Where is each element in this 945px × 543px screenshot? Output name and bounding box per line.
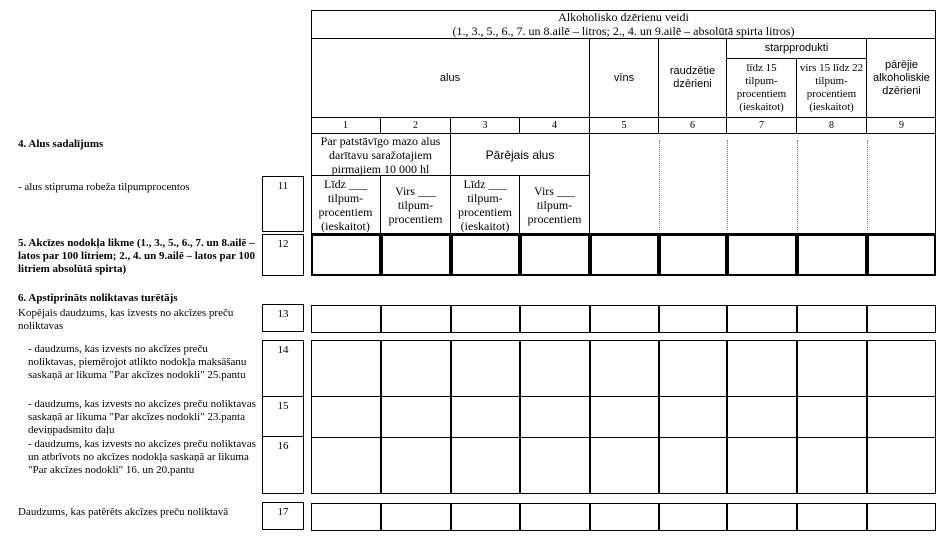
row13-cells bbox=[311, 305, 936, 333]
row17-cell-9[interactable] bbox=[867, 503, 936, 531]
row15-cell-2[interactable] bbox=[381, 396, 451, 438]
row17-cell-6[interactable] bbox=[659, 503, 727, 531]
row13-cell-3[interactable] bbox=[451, 305, 520, 333]
row14-cell-8[interactable] bbox=[797, 340, 867, 397]
rate-cell-1[interactable] bbox=[311, 234, 381, 276]
header-starpprodukti: starpprodukti bbox=[727, 39, 867, 59]
row15-cell-3[interactable] bbox=[451, 396, 520, 438]
section6-title: 6. Apstiprināts noliktavas turētājs bbox=[18, 292, 178, 304]
row-number-15: 15 bbox=[262, 396, 304, 437]
header-alus: alus bbox=[311, 39, 590, 117]
row17-cell-2[interactable] bbox=[381, 503, 451, 531]
col-number-5: 5 bbox=[590, 118, 659, 134]
row13-cell-1[interactable] bbox=[311, 305, 381, 333]
row15-cell-6[interactable] bbox=[659, 396, 727, 438]
row17-cells bbox=[311, 503, 936, 531]
header-lidz15: līdz 15 tilpum-procentiem (ieskaitot) bbox=[727, 59, 797, 117]
row13-cell-8[interactable] bbox=[797, 305, 867, 333]
row16-cell-7[interactable] bbox=[727, 437, 797, 494]
row16-cell-6[interactable] bbox=[659, 437, 727, 494]
row15-label: - daudzums, kas izvests no akcīzes preču noliktavas saskaņā ar likuma "Par akcīzes nodokli" 23.panta deviņpadsmito daļu bbox=[28, 398, 256, 436]
row16-cell-8[interactable] bbox=[797, 437, 867, 494]
rate-row bbox=[311, 234, 936, 276]
beer-up-to-2: Līdz ___ tilpum-procentiem (ieskaitot) bbox=[451, 176, 520, 234]
other-beer-header: Pārējais alus bbox=[451, 134, 590, 176]
header-vins: vīns bbox=[590, 39, 659, 117]
small-brewers-header: Par patstāvīgo mazo alus darītavu saražotajiem pirmajiem 10 000 hl bbox=[311, 134, 451, 176]
col-number-8: 8 bbox=[797, 118, 867, 134]
row14-cell-1[interactable] bbox=[311, 340, 381, 397]
row16-cell-3[interactable] bbox=[451, 437, 520, 494]
row14-cell-2[interactable] bbox=[381, 340, 451, 397]
col-number-7: 7 bbox=[727, 118, 797, 134]
row17-cell-1[interactable] bbox=[311, 503, 381, 531]
row17-cell-7[interactable] bbox=[727, 503, 797, 531]
rows14-16-cells bbox=[311, 340, 936, 494]
header-title-line2: (1., 3., 5., 6., 7. un 8.ailē – litros; 2., 4. un 9.ailē – absolūtā spirta litros) bbox=[452, 24, 795, 38]
col-number-6: 6 bbox=[659, 118, 727, 134]
rate-cell-2[interactable] bbox=[381, 234, 451, 276]
col-number-1: 1 bbox=[311, 118, 381, 134]
section5-title: 5. Akcīzes nodokļa likme (1., 3., 5., 6., 7. un 8.ailē – latos par 100 litriem; 2., 4. un 9.ailē – latos par 100 litriem absolūtā spirta) bbox=[18, 237, 256, 275]
rate-cell-6[interactable] bbox=[659, 234, 727, 276]
row16-label: - daudzums, kas izvests no akcīzes preču noliktavas un atbrīvots no akcīzes nodokļa saskaņā ar likuma "Par akcīzes nodokli" 16. un 20.pantu bbox=[28, 438, 256, 476]
row13-cell-7[interactable] bbox=[727, 305, 797, 333]
rate-cell-9[interactable] bbox=[867, 234, 936, 276]
row13-cell-2[interactable] bbox=[381, 305, 451, 333]
beer-over-1: Virs ___ tilpum-procentiem bbox=[381, 176, 451, 234]
sec4-divider-6 bbox=[659, 140, 660, 230]
row-number-13: 13 bbox=[262, 304, 304, 332]
beer-over-2: Virs ___ tilpum-procentiem bbox=[520, 176, 590, 234]
row13-cell-6[interactable] bbox=[659, 305, 727, 333]
header-raudzetie: raudzētie dzērieni bbox=[659, 39, 727, 117]
row15-cell-5[interactable] bbox=[590, 396, 659, 438]
strength-label: - alus stipruma robeža tilpumprocentos bbox=[18, 181, 190, 193]
row16-cell-9[interactable] bbox=[867, 437, 936, 494]
row17-cell-8[interactable] bbox=[797, 503, 867, 531]
row16-cell-2[interactable] bbox=[381, 437, 451, 494]
row15-cell-7[interactable] bbox=[727, 396, 797, 438]
row13-cell-9[interactable] bbox=[867, 305, 936, 333]
row17-cell-3[interactable] bbox=[451, 503, 520, 531]
row17-label: Daudzums, kas patērēts akcīzes preču noliktavā bbox=[18, 506, 229, 518]
sec4-divider-7 bbox=[727, 140, 728, 230]
rate-cell-5[interactable] bbox=[590, 234, 659, 276]
row15-cell-4[interactable] bbox=[520, 396, 590, 438]
sec4-divider-9 bbox=[867, 140, 868, 230]
row14-cell-7[interactable] bbox=[727, 340, 797, 397]
row17-cell-4[interactable] bbox=[520, 503, 590, 531]
beer-up-to-1: Līdz ___ tilpum-procentiem (ieskaitot) bbox=[311, 176, 381, 234]
section4-title: 4. Alus sadalījums bbox=[18, 138, 104, 150]
row14-label: - daudzums, kas izvests no akcīzes preču noliktavas, piemērojot atlikto nodokļa maksāšanu saskaņā ar likuma "Par akcīzes nodokli" 25.pantu bbox=[28, 343, 247, 381]
row15-cell-1[interactable] bbox=[311, 396, 381, 438]
row16-cell-5[interactable] bbox=[590, 437, 659, 494]
row14-cell-9[interactable] bbox=[867, 340, 936, 397]
header-parejie: pārējie alkoholiskie dzērieni bbox=[873, 58, 930, 97]
row14-cell-5[interactable] bbox=[590, 340, 659, 397]
row-number-11: 11 bbox=[262, 176, 304, 232]
sec4-divider-8 bbox=[797, 140, 798, 230]
col-number-9: 9 bbox=[899, 120, 904, 131]
rate-cell-3[interactable] bbox=[451, 234, 520, 276]
row15-cell-8[interactable] bbox=[797, 396, 867, 438]
rate-cell-7[interactable] bbox=[727, 234, 797, 276]
row-number-14: 14 bbox=[262, 340, 304, 397]
row14-cell-3[interactable] bbox=[451, 340, 520, 397]
row15-cell-9[interactable] bbox=[867, 396, 936, 438]
rate-cell-4[interactable] bbox=[520, 234, 590, 276]
header-virs15: virs 15 līdz 22 tilpum-procentiem (ieskaitot) bbox=[797, 59, 867, 117]
row16-cell-4[interactable] bbox=[520, 437, 590, 494]
row14-cell-4[interactable] bbox=[520, 340, 590, 397]
rate-cell-8[interactable] bbox=[797, 234, 867, 276]
row17-cell-5[interactable] bbox=[590, 503, 659, 531]
row16-cell-1[interactable] bbox=[311, 437, 381, 494]
row-number-16: 16 bbox=[262, 436, 304, 494]
sec4-col5 bbox=[590, 134, 659, 234]
row14-cell-6[interactable] bbox=[659, 340, 727, 397]
row13-cell-4[interactable] bbox=[520, 305, 590, 333]
col-number-2: 2 bbox=[381, 118, 451, 134]
row-number-12: 12 bbox=[262, 234, 304, 276]
col-number-4: 4 bbox=[520, 118, 590, 134]
row13-cell-5[interactable] bbox=[590, 305, 659, 333]
header-title-line1: Alkoholisko dzērienu veidi bbox=[558, 10, 689, 24]
row13-label: Kopējais daudzums, kas izvests no akcīzes preču noliktavas bbox=[18, 307, 234, 332]
row-number-17: 17 bbox=[262, 502, 304, 530]
header-title bbox=[311, 10, 936, 39]
col-number-3: 3 bbox=[451, 118, 520, 134]
